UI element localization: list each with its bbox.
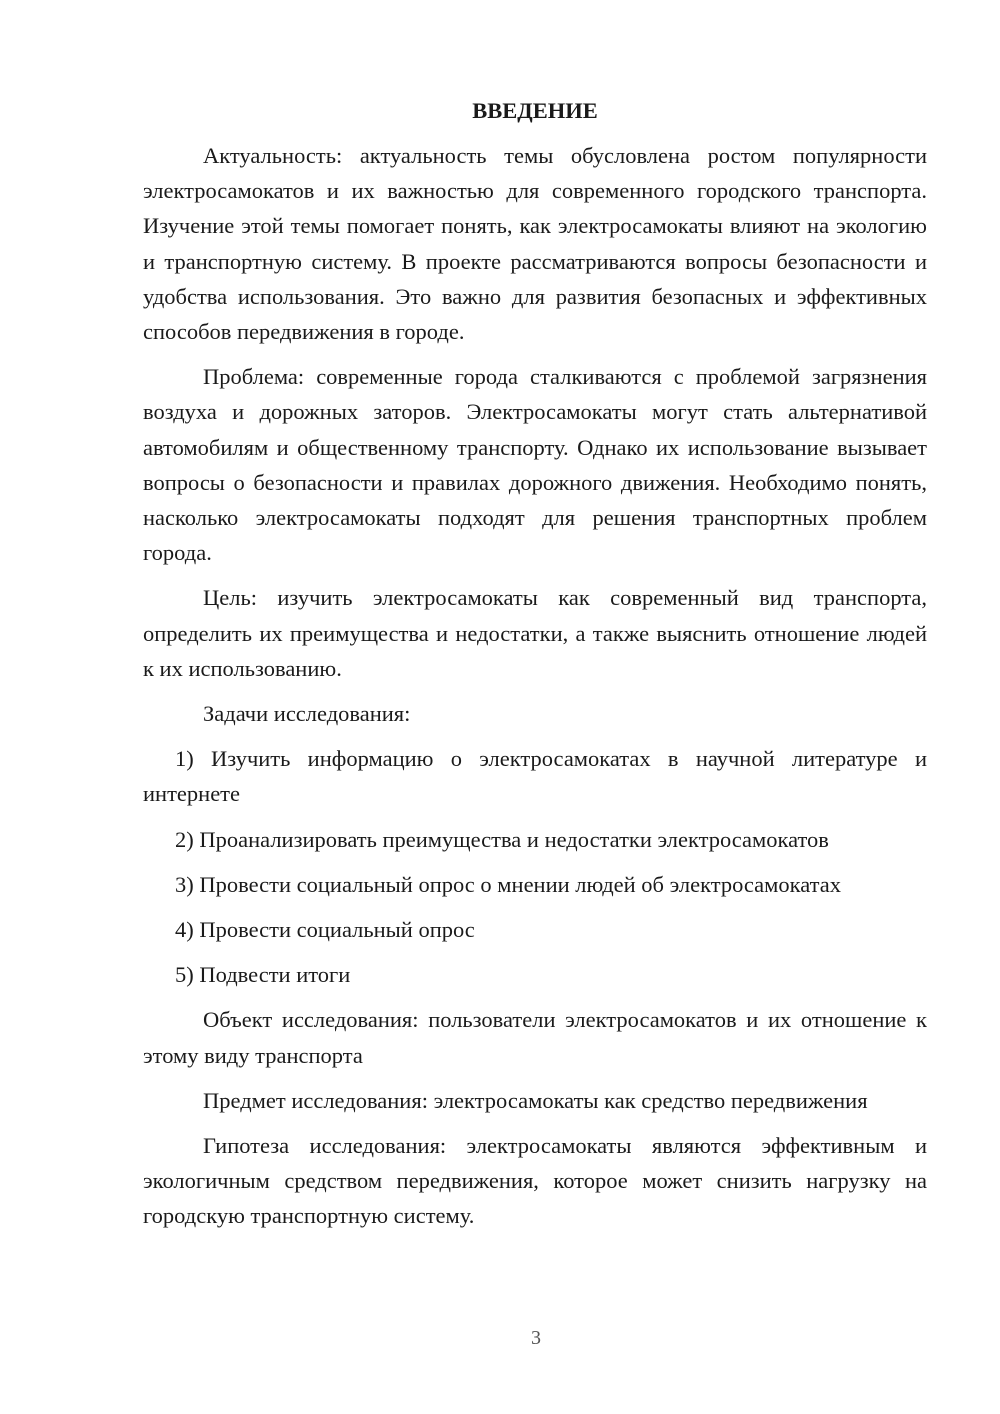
list-item: 2) Проанализировать преимущества и недостатки электросамокатов [175, 826, 829, 852]
tasks-heading: Задачи исследования: [203, 701, 411, 727]
problem-paragraph: Проблема: современные города сталкиваются с проблемой загрязнения воздуха и дорожных заторов. Электросамокаты могут стать альтернативой автомобилям и общественному транспорту. Однако их использование вызывает вопросы о безопасности и правилах дорожного движения. Необходимо понять, насколько электросамокаты подходят для решения транспортных проблем города. [143, 364, 927, 566]
list-item: 4) Провести социальный опрос [175, 917, 475, 943]
tasks-list [143, 741, 927, 992]
page-number: 3 [531, 1327, 541, 1349]
page-title: ВВЕДЕНИЕ [472, 98, 598, 123]
document-page [143, 93, 927, 1244]
goal-paragraph: Цель: изучить электросамокаты как современный вид транспорта, определить их преимущества и недостатки, а также выяснить отношение людей к их использованию. [143, 585, 927, 681]
hypothesis-paragraph: Гипотеза исследования: электросамокаты являются эффективным и экологичным средством передвижения, которое может снизить нагрузку на городскую транспортную систему. [143, 1133, 927, 1229]
relevance-paragraph: Актуальность: актуальность темы обусловлена ростом популярности электросамокатов и их важностью для современного городского транспорта. Изучение этой темы помогает понять, как электросамокаты влияют на экологию и транспортную систему. В проекте рассматриваются вопросы безопасности и удобства использования. Это важно для развития безопасных и эффективных способов передвижения в городе. [143, 143, 927, 345]
list-item: 5) Подвести итоги [175, 962, 351, 988]
list-item: 1) Изучить информацию о электросамокатах в научной литературе и интернете [143, 746, 927, 807]
object-paragraph: Объект исследования: пользователи электросамокатов и их отношение к этому виду транспорта [143, 1007, 927, 1068]
list-item: 3) Провести социальный опрос о мнении людей об электросамокатах [175, 871, 841, 897]
subject-paragraph: Предмет исследования: электросамокаты как средство передвижения [203, 1087, 868, 1113]
